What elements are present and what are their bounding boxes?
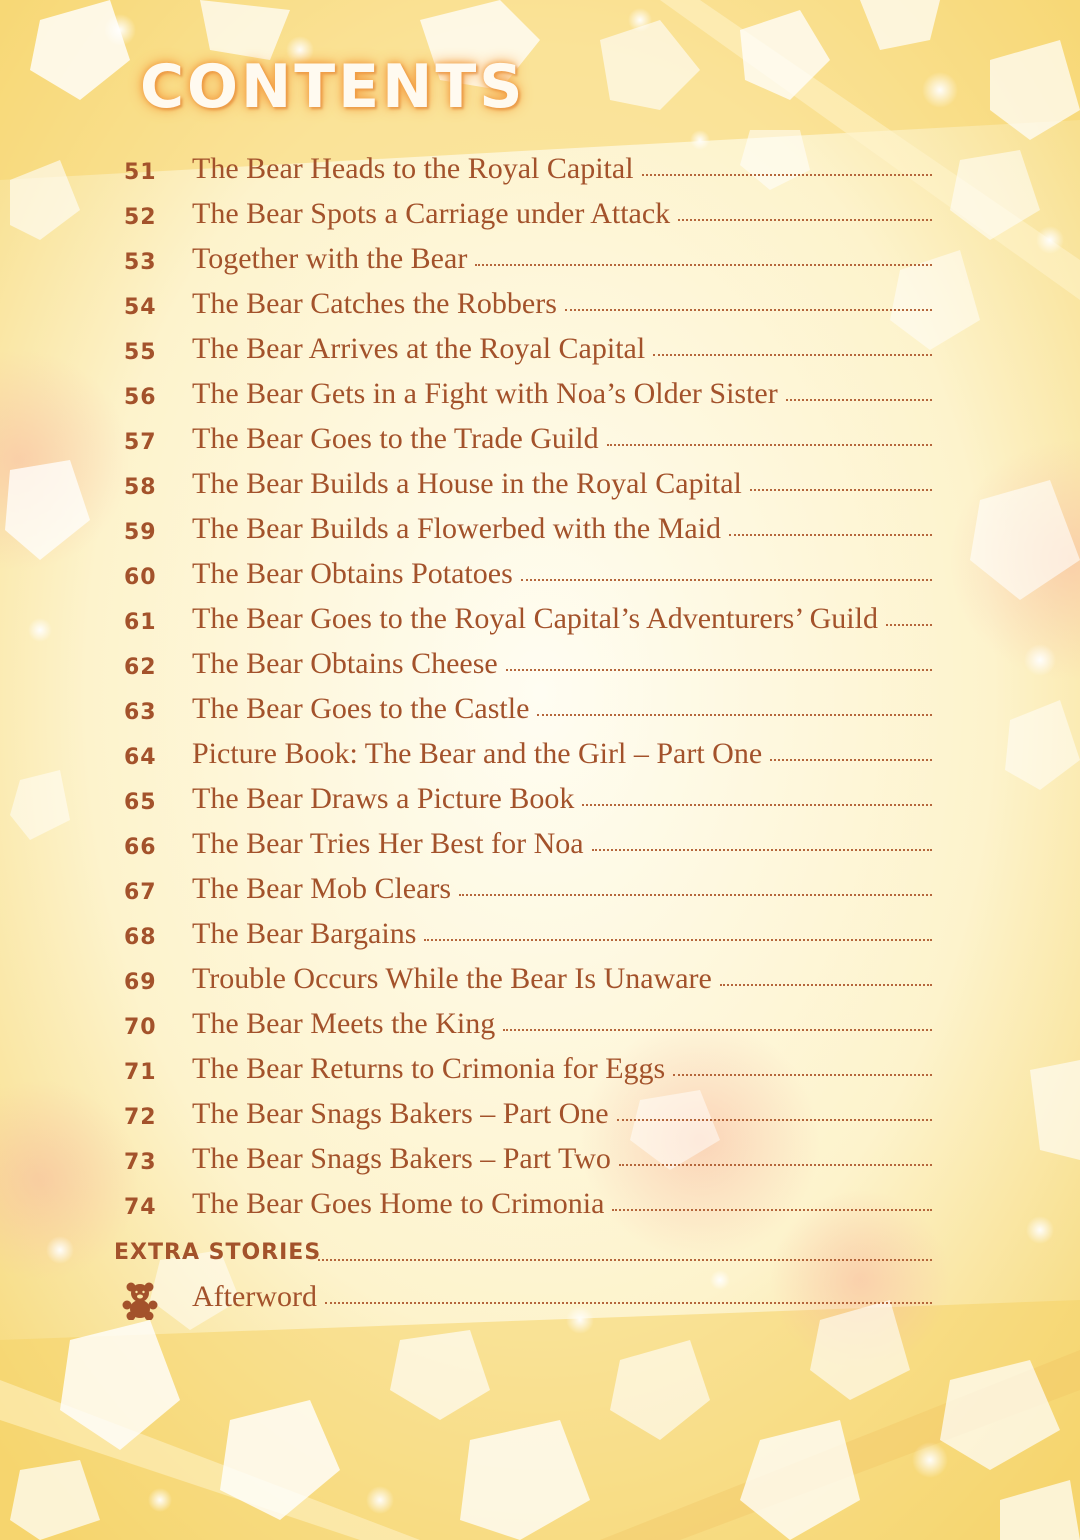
- toc-entry[interactable]: [0, 915, 1080, 960]
- chapter-number: 72: [124, 1105, 157, 1130]
- dot-leader: [592, 849, 932, 851]
- dot-leader: [459, 894, 932, 896]
- chapter-line: [192, 422, 932, 456]
- toc-entry[interactable]: [0, 870, 1080, 915]
- toc-entry[interactable]: [0, 780, 1080, 825]
- toc-entry[interactable]: [0, 1140, 1080, 1185]
- chapter-line: [192, 332, 932, 366]
- chapter-title: The Bear Bargains: [192, 917, 417, 950]
- chapter-number: 69: [124, 970, 157, 995]
- dot-leader: [503, 1029, 932, 1031]
- dot-leader: [642, 174, 932, 176]
- toc-entry[interactable]: [0, 510, 1080, 555]
- chapter-title: Picture Book: The Bear and the Girl – Part One: [192, 737, 763, 770]
- dot-leader: [617, 1119, 932, 1121]
- chapter-number: 58: [124, 475, 157, 500]
- toc-entry[interactable]: [0, 645, 1080, 690]
- page-title: CONTENTS: [140, 52, 526, 122]
- dot-leader: [565, 309, 932, 311]
- chapter-line: [192, 287, 932, 321]
- dot-leader: [475, 264, 932, 266]
- chapter-number: 57: [124, 430, 157, 455]
- dot-leader: [886, 624, 932, 626]
- chapter-number: 63: [124, 700, 157, 725]
- chapter-line: [192, 647, 932, 681]
- chapter-number: 71: [124, 1060, 157, 1085]
- chapter-title: The Bear Catches the Robbers: [192, 287, 557, 320]
- extra-stories-label: EXTRA STORIES: [114, 1240, 322, 1265]
- chapter-number: 64: [124, 745, 157, 770]
- afterword-row[interactable]: [0, 1278, 1080, 1323]
- chapter-line: [192, 1142, 932, 1176]
- dot-leader: [537, 714, 932, 716]
- chapter-line: [192, 1187, 932, 1221]
- chapter-number: 61: [124, 610, 157, 635]
- chapter-title: The Bear Goes to the Royal Capital’s Adventurers’ Guild: [192, 602, 878, 635]
- chapter-line: [192, 152, 932, 186]
- chapter-number: 70: [124, 1015, 157, 1040]
- dot-leader: [720, 984, 932, 986]
- chapter-line: [192, 467, 932, 501]
- chapter-title: Trouble Occurs While the Bear Is Unaware: [192, 962, 712, 995]
- chapter-title: The Bear Heads to the Royal Capital: [192, 152, 634, 185]
- chapter-title: The Bear Draws a Picture Book: [192, 782, 575, 815]
- afterword-line: [192, 1280, 932, 1314]
- chapter-title: The Bear Goes to the Castle: [192, 692, 530, 725]
- toc-entry[interactable]: [0, 420, 1080, 465]
- chapter-number: 73: [124, 1150, 157, 1175]
- chapter-title: Together with the Bear: [192, 242, 468, 275]
- dot-leader: [750, 489, 932, 491]
- dot-leader: [506, 669, 932, 671]
- dot-leader: [786, 399, 932, 401]
- chapter-number: 74: [124, 1195, 157, 1220]
- toc-entry[interactable]: [0, 240, 1080, 285]
- chapter-number: 51: [124, 160, 157, 185]
- chapter-line: [192, 377, 932, 411]
- dot-leader: [424, 939, 932, 941]
- chapter-number: 68: [124, 925, 157, 950]
- chapter-line: [192, 782, 932, 816]
- chapter-title: The Bear Spots a Carriage under Attack: [192, 197, 671, 230]
- chapter-line: [192, 1097, 932, 1131]
- toc-entry[interactable]: [0, 465, 1080, 510]
- toc-entry[interactable]: [0, 330, 1080, 375]
- toc-entry[interactable]: [0, 1185, 1080, 1230]
- chapter-title: The Bear Gets in a Fight with Noa’s Older Sister: [192, 377, 778, 410]
- chapter-number: 62: [124, 655, 157, 680]
- bear-icon: [122, 1282, 158, 1320]
- toc-entry[interactable]: [0, 375, 1080, 420]
- chapter-number: 59: [124, 520, 157, 545]
- toc-entry[interactable]: [0, 825, 1080, 870]
- toc-entry[interactable]: [0, 1005, 1080, 1050]
- chapter-line: [192, 197, 932, 231]
- chapter-line: [192, 872, 932, 906]
- chapter-title: The Bear Goes Home to Crimonia: [192, 1187, 605, 1220]
- toc-entry[interactable]: [0, 1095, 1080, 1140]
- chapter-title: The Bear Snags Bakers – Part One: [192, 1097, 609, 1130]
- chapter-number: 54: [124, 295, 157, 320]
- chapter-line: [192, 602, 932, 636]
- chapter-line: [192, 827, 932, 861]
- toc-entry[interactable]: [0, 195, 1080, 240]
- chapter-line: [192, 737, 932, 771]
- chapter-title: The Bear Meets the King: [192, 1007, 496, 1040]
- dot-leader: [582, 804, 932, 806]
- chapter-line: [192, 1007, 932, 1041]
- extra-stories-row[interactable]: [0, 1236, 1080, 1276]
- dot-leader: [729, 534, 932, 536]
- dot-leader: [521, 579, 932, 581]
- chapter-title: The Bear Goes to the Trade Guild: [192, 422, 599, 455]
- dot-leader: [607, 444, 932, 446]
- chapter-title: The Bear Snags Bakers – Part Two: [192, 1142, 611, 1175]
- dot-leader: [678, 219, 932, 221]
- toc-entry[interactable]: [0, 555, 1080, 600]
- chapter-number: 67: [124, 880, 157, 905]
- dot-leader: [325, 1302, 932, 1304]
- chapter-line: [192, 962, 932, 996]
- chapter-line: [192, 1052, 932, 1086]
- toc-entry[interactable]: [0, 960, 1080, 1005]
- chapter-number: 55: [124, 340, 157, 365]
- chapter-number: 60: [124, 565, 157, 590]
- chapter-line: [192, 557, 932, 591]
- chapter-title: The Bear Obtains Cheese: [192, 647, 498, 680]
- toc-entry[interactable]: [0, 1050, 1080, 1095]
- chapter-number: 53: [124, 250, 157, 275]
- chapter-title: The Bear Builds a Flowerbed with the Maid: [192, 512, 722, 545]
- chapter-title: The Bear Tries Her Best for Noa: [192, 827, 584, 860]
- chapter-title: The Bear Mob Clears: [192, 872, 452, 905]
- dot-leader: [770, 759, 932, 761]
- dot-leader: [653, 354, 932, 356]
- dot-leader: [612, 1209, 932, 1211]
- chapter-line: [192, 917, 932, 951]
- chapter-number: 65: [124, 790, 157, 815]
- chapter-title: The Bear Builds a House in the Royal Capital: [192, 467, 742, 500]
- toc-entry[interactable]: [0, 285, 1080, 330]
- chapter-line: [192, 512, 932, 546]
- chapter-number: 66: [124, 835, 157, 860]
- toc-entry[interactable]: [0, 600, 1080, 645]
- dot-leader: [673, 1074, 932, 1076]
- toc-entry[interactable]: [0, 150, 1080, 195]
- chapter-number: 52: [124, 205, 157, 230]
- chapter-number: 56: [124, 385, 157, 410]
- toc-entry[interactable]: [0, 690, 1080, 735]
- dot-leader: [619, 1164, 932, 1166]
- dot-leader: [318, 1259, 932, 1261]
- chapter-title: The Bear Returns to Crimonia for Eggs: [192, 1052, 666, 1085]
- afterword-title: Afterword: [192, 1280, 317, 1313]
- chapter-line: [192, 242, 932, 276]
- chapter-line: [192, 692, 932, 726]
- toc-entry[interactable]: [0, 735, 1080, 780]
- chapter-title: The Bear Obtains Potatoes: [192, 557, 513, 590]
- chapter-title: The Bear Arrives at the Royal Capital: [192, 332, 646, 365]
